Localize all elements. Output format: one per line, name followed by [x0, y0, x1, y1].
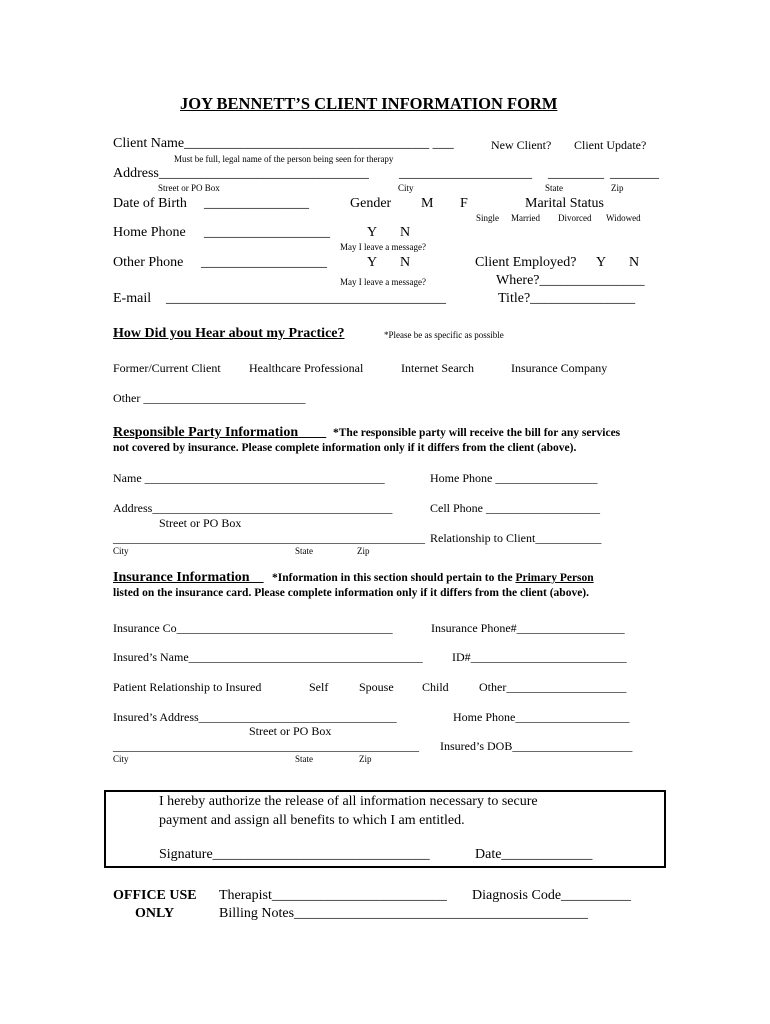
other-msg-yes[interactable]: Y	[367, 255, 378, 270]
insurance-heading: Insurance Information	[113, 570, 250, 585]
other-phone-field[interactable]: __________________	[201, 255, 327, 270]
responsible-city-hint: City	[113, 546, 129, 556]
responsible-name-field[interactable]: Name ________________________________________	[113, 471, 385, 485]
marital-married[interactable]: Married	[511, 213, 540, 223]
home-phone-field[interactable]: __________________	[204, 225, 330, 240]
responsible-heading-rule: ____	[298, 425, 327, 440]
marital-widowed[interactable]: Widowed	[606, 213, 641, 223]
home-msg-yes[interactable]: Y	[367, 225, 378, 240]
client-zip-field[interactable]: _______	[610, 166, 659, 181]
state-hint: State	[545, 183, 563, 193]
home-msg-question: May I leave a message?	[340, 242, 426, 252]
signature-date-field[interactable]: Date_____________	[475, 847, 593, 862]
signature-field[interactable]: Signature_______________________________	[159, 847, 430, 862]
marital-divorced[interactable]: Divorced	[558, 213, 592, 223]
responsible-cell-phone-field[interactable]: Cell Phone ___________________	[430, 501, 600, 515]
authorization-text-line2: payment and assign all benefits to which I am entitled.	[159, 813, 465, 828]
client-state-field[interactable]: ________	[548, 166, 604, 181]
insurance-id-field[interactable]: ID#__________________________	[452, 650, 627, 664]
responsible-heading: Responsible Party Information	[113, 425, 299, 440]
office-use-label: OFFICE USE	[113, 888, 197, 903]
insurance-note-line1: *Information in this section should pertain to the	[272, 572, 516, 584]
other-phone-label: Other Phone	[113, 255, 184, 270]
client-name-note: Must be full, legal name of the person being seen for therapy	[174, 154, 394, 164]
relationship-self[interactable]: Self	[309, 680, 329, 694]
employer-title-field[interactable]: Title?_______________	[498, 291, 636, 306]
marital-single[interactable]: Single	[476, 213, 500, 223]
responsible-state-hint: State	[295, 546, 313, 556]
employed-label: Client Employed?	[475, 255, 577, 270]
marital-status-label: Marital Status	[525, 196, 604, 211]
hear-about-heading: How Did you Hear about my Practice?	[113, 326, 345, 341]
employer-where-field[interactable]: Where?_______________	[496, 273, 645, 288]
new-client-option[interactable]: New Client?	[491, 138, 552, 152]
relationship-child[interactable]: Child	[422, 680, 449, 694]
responsible-zip-hint: Zip	[357, 546, 370, 556]
other-msg-no[interactable]: N	[400, 255, 411, 270]
therapist-field[interactable]: Therapist_________________________	[219, 888, 447, 903]
employed-yes[interactable]: Y	[596, 255, 607, 270]
dob-label: Date of Birth	[113, 196, 187, 211]
insured-city-hint: City	[113, 754, 129, 764]
hear-about-note: *Please be as specific as possible	[384, 330, 504, 340]
gender-m-option[interactable]: M	[421, 196, 434, 211]
city-hint: City	[398, 183, 414, 193]
insured-dob-field[interactable]: Insured’s DOB____________________	[440, 739, 633, 753]
insured-address-field[interactable]: Insured’s Address_________________________________	[113, 710, 397, 724]
insurance-heading-rule: __	[249, 570, 264, 585]
responsible-note-line2: not covered by insurance. Please complete information only if it differs from the client (above).	[113, 442, 577, 454]
hear-option-insurance[interactable]: Insurance Company	[511, 361, 608, 375]
client-name-field[interactable]: Client Name___________________________________ ___	[113, 136, 454, 151]
insured-zip-hint: Zip	[359, 754, 372, 764]
gender-f-option[interactable]: F	[460, 196, 468, 211]
insured-state-hint: State	[295, 754, 313, 764]
insurance-primary-person: Primary Person	[515, 572, 594, 584]
responsible-street-hint: Street or PO Box	[159, 516, 242, 530]
responsible-city-field[interactable]: ____________________________________________________	[113, 531, 425, 545]
dob-field[interactable]: _______________	[204, 196, 309, 211]
insured-city-field[interactable]: ___________________________________________________	[113, 739, 419, 753]
street-hint: Street or PO Box	[158, 183, 220, 193]
hear-other-field[interactable]: Other ___________________________	[113, 391, 306, 405]
email-field[interactable]: ________________________________________	[166, 291, 446, 306]
responsible-address-field[interactable]: Address________________________________________	[113, 501, 393, 515]
insurance-company-field[interactable]: Insurance Co____________________________________	[113, 621, 393, 635]
hear-option-internet[interactable]: Internet Search	[401, 361, 474, 375]
hear-option-healthcare[interactable]: Healthcare Professional	[249, 361, 364, 375]
diagnosis-code-field[interactable]: Diagnosis Code__________	[472, 888, 632, 903]
gender-label: Gender	[350, 196, 392, 211]
email-label: E-mail	[113, 291, 152, 306]
insurance-phone-field[interactable]: Insurance Phone#__________________	[431, 621, 625, 635]
authorization-text-line1: I hereby authorize the release of all information necessary to secure	[159, 794, 538, 809]
responsible-note-line1: *The responsible party will receive the bill for any services	[333, 427, 621, 439]
relationship-spouse[interactable]: Spouse	[359, 680, 394, 694]
client-update-option[interactable]: Client Update?	[574, 138, 647, 152]
billing-notes-field[interactable]: Billing Notes__________________________________________	[219, 906, 589, 921]
responsible-home-phone-field[interactable]: Home Phone _________________	[430, 471, 598, 485]
other-msg-question: May I leave a message?	[340, 277, 426, 287]
hear-option-former-client[interactable]: Former/Current Client	[113, 361, 221, 375]
employed-no[interactable]: N	[629, 255, 640, 270]
client-city-field[interactable]: ___________________	[399, 166, 532, 181]
home-phone-label: Home Phone	[113, 225, 186, 240]
insured-home-phone-field[interactable]: Home Phone___________________	[453, 710, 630, 724]
insured-name-field[interactable]: Insured’s Name_______________________________________	[113, 650, 423, 664]
patient-relationship-label: Patient Relationship to Insured	[113, 680, 262, 694]
office-use-only-label: ONLY	[135, 906, 175, 921]
relationship-other-field[interactable]: Other____________________	[479, 680, 627, 694]
home-msg-no[interactable]: N	[400, 225, 411, 240]
form-title: JOY BENNETT’S CLIENT INFORMATION FORM	[180, 94, 558, 113]
zip-hint: Zip	[611, 183, 624, 193]
insurance-note-line2: listed on the insurance card. Please complete information only if it differs from the client (above).	[113, 587, 590, 599]
client-address-field[interactable]: Address______________________________	[113, 166, 369, 181]
insured-street-hint: Street or PO Box	[249, 724, 332, 738]
responsible-relationship-field[interactable]: Relationship to Client___________	[430, 531, 602, 545]
